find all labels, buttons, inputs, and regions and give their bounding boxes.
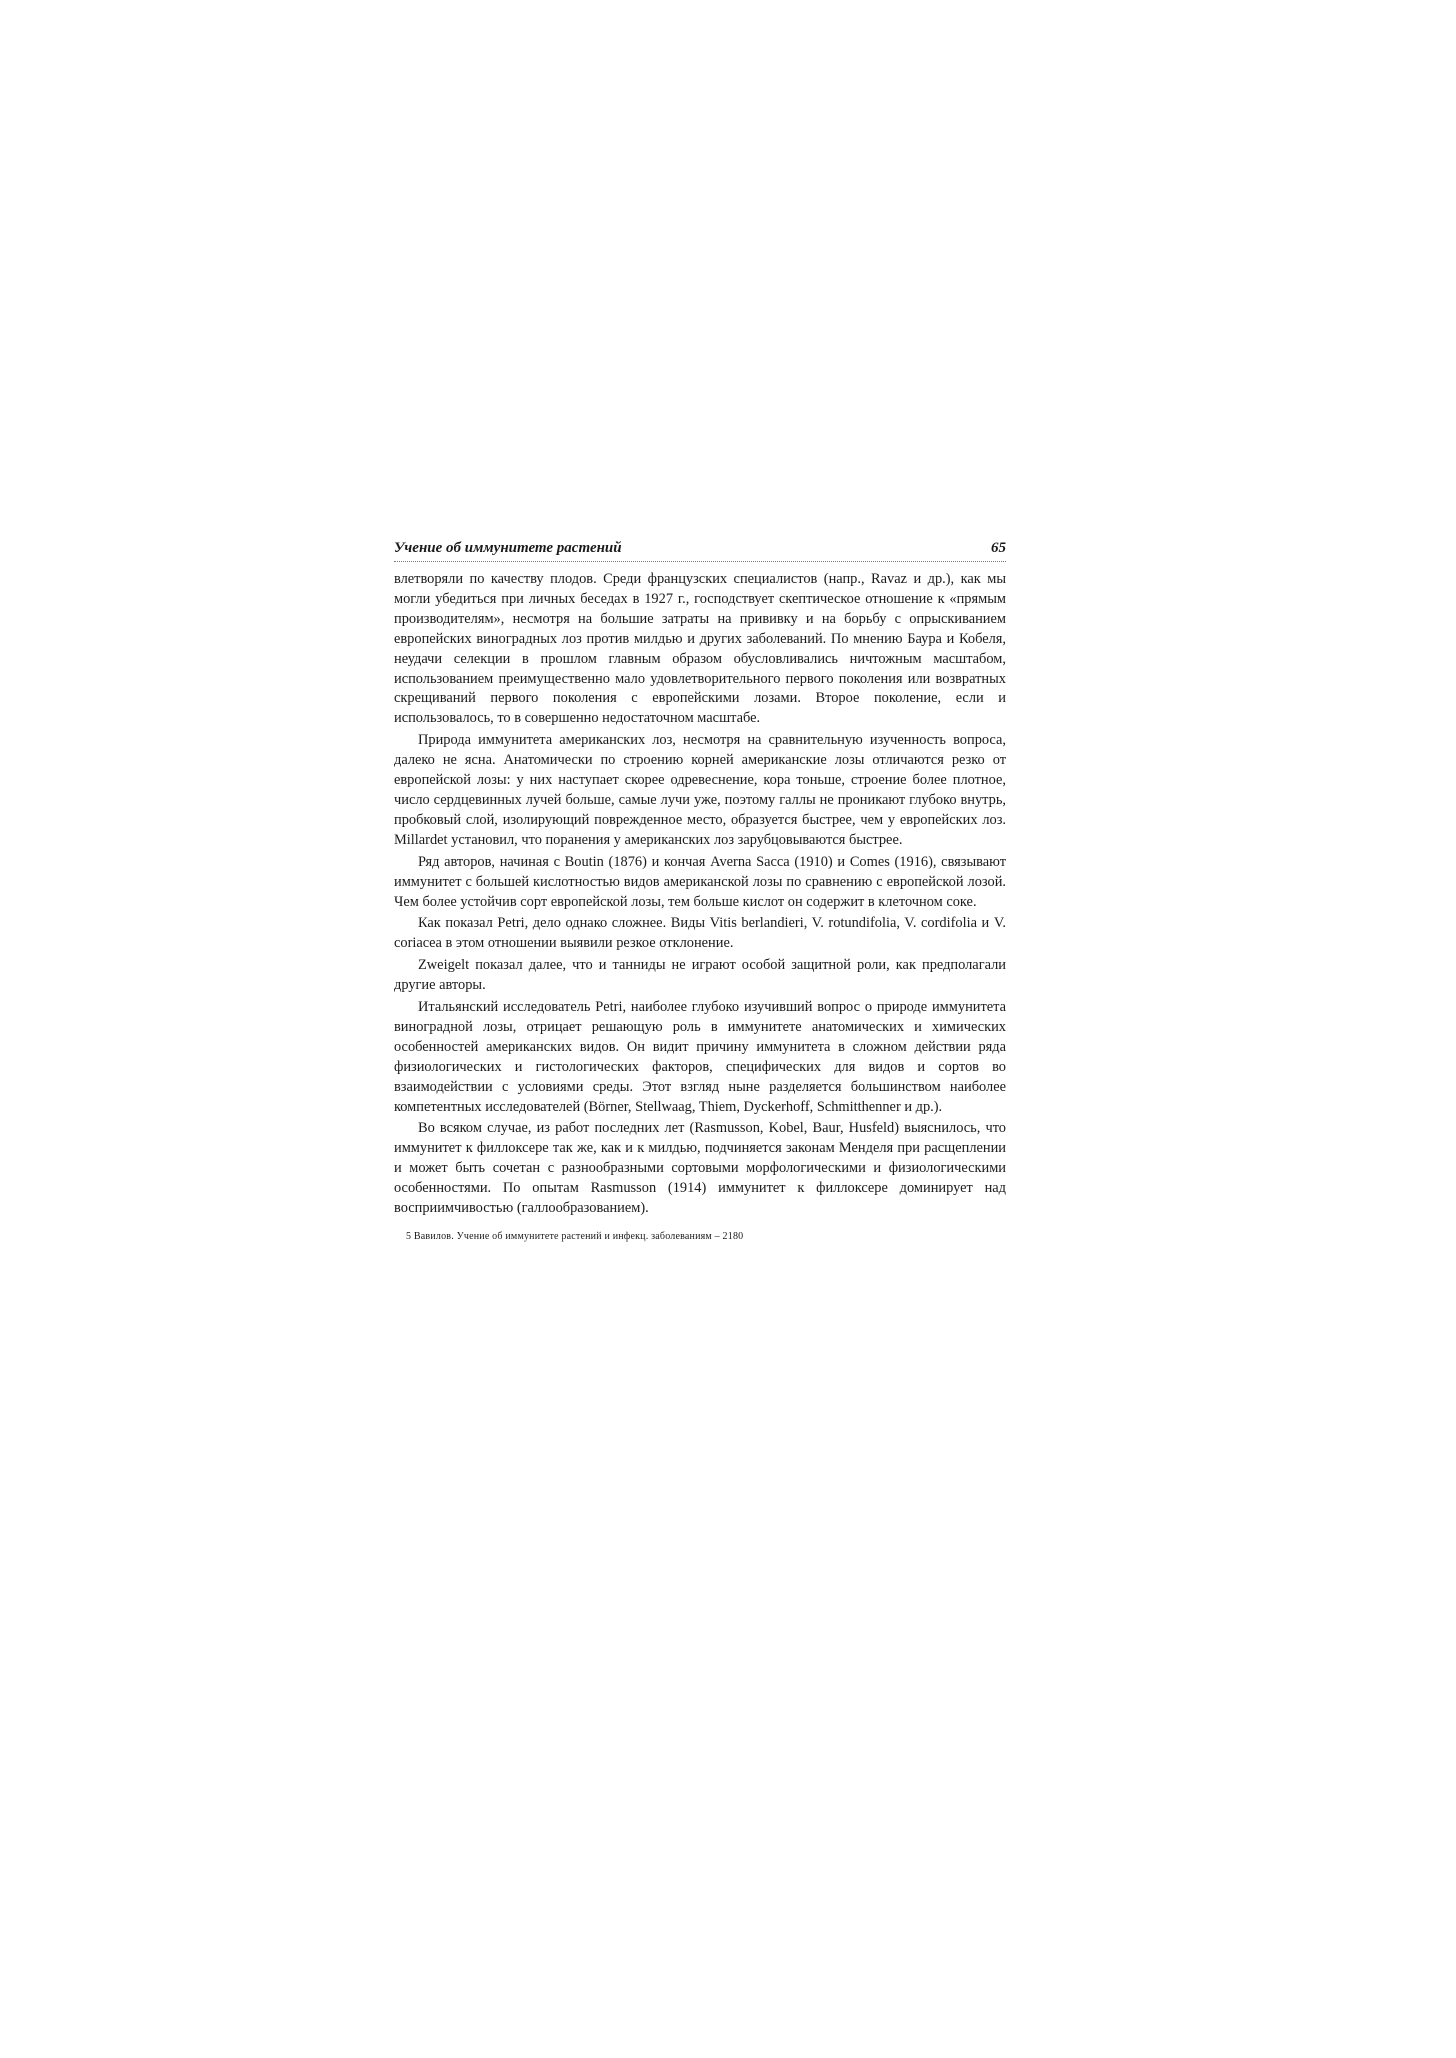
page-footer: 5 Вавилов. Учение об иммунитете растений и инфекц. заболеваниям – 2180 bbox=[406, 1231, 744, 1242]
paragraph-7: Во всяком случае, из работ последних лет (Rasmusson, Kobel, Baur, Husfeld) выяснилось, что иммунитет к филлоксере так же, как и к милдью, подчиняется законам Менделя при расщеплении и может быть сочетан с разнообразными сортовыми морфологическими и физиологическими особенностями. По опытам Rasmusson (1914) иммунитет к филлоксере доминирует над восприимчивостью (галлообразованием). bbox=[394, 1120, 1006, 1217]
page-number: 65 bbox=[991, 540, 1006, 556]
paragraph-4: Как показал Petri, дело однако сложнее. Виды Vitis berlandieri, V. rotundifolia, V. cordifolia и V. coriacea в этом отношении выявили резкое отклонение. bbox=[394, 915, 1006, 952]
paragraph-5: Zweigelt показал далее, что и танниды не играют особой защитной роли, как предполагали другие авторы. bbox=[394, 957, 1006, 994]
paragraph-2: Природа иммунитета американских лоз, несмотря на сравнительную изученность вопроса, далеко не ясна. Анатомически по строению корней американские лозы отличаются резко от европейской лозы: у них наступает скорее одревеснение, кора тоньше, строение более плотное, число сердцевинных лучей больше, самые лучи уже, поэтому галлы не проникают глубоко внутрь, пробковый слой, изолирующий поврежденное место, образуется быстрее, чем у европейских лоз. Millardet установил, что поранения у американских лоз зарубцовываются быстрее. bbox=[394, 732, 1006, 848]
paragraph-6: Итальянский исследователь Petri, наиболее глубоко изучивший вопрос о природе иммунитета виноградной лозы, отрицает решающую роль в иммунитете анатомических и химических особенностей американских видов. Он видит причину иммунитета в сложном действии ряда физиологических и гистологических факторов, специфических для видов и сортов во взаимодействии с условиями среды. Этот взгляд ныне разделяется большинством наиболее компетентных исследователей (Börner, Stellwaag, Thiem, Dyckerhoff, Schmitthenner и др.). bbox=[394, 999, 1006, 1115]
paragraph-1: влетворяли по качеству плодов. Среди французских специалистов (напр., Ravaz и др.), как мы могли убедиться при личных беседах в 1927 г., господствует скептическое отношение к «прямым производителям», несмотря на большие затраты на прививку и на борьбу с опрыскиванием европейских виноградных лоз против милдью и других заболеваний. По мнению Баура и Кобеля, неудачи селекции в прошлом главным образом обусловливались ничтожным масштабом, использованием преимущественно мало удовлетворительного первого поколения или возвратных скрещиваний первого поколения с европейскими лозами. Второе поколение, если и использовалось, то в совершенно недостаточном масштабе. bbox=[394, 571, 1006, 727]
document-page bbox=[394, 540, 1006, 1242]
running-header bbox=[394, 540, 1006, 562]
running-title: Учение об иммунитете растений bbox=[394, 540, 622, 556]
paragraph-3: Ряд авторов, начиная с Boutin (1876) и кончая Averna Sacca (1910) и Comes (1916), связывают иммунитет с большей кислотностью видов американской лозы по сравнению с европейской лозой. Чем более устойчив сорт европейской лозы, тем больше кислот он содержит в клеточном соке. bbox=[394, 853, 1006, 910]
